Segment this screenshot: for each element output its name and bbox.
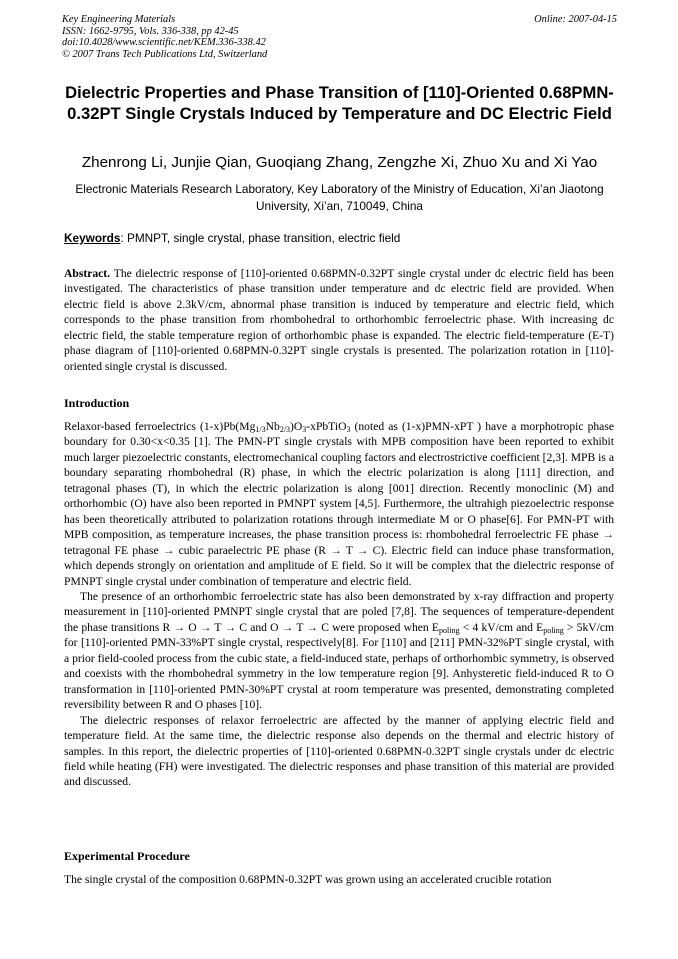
keywords-line <box>64 231 619 245</box>
journal-name: Key Engineering Materials <box>62 14 176 25</box>
doi-line: doi:10.4028/www.scientific.net/KEM.336-338.42 <box>62 37 266 49</box>
intro-paragraph-1 <box>64 419 614 589</box>
intro-p1-sub-3: 3 <box>302 425 307 434</box>
abstract <box>64 266 614 374</box>
intro-p1-text-a: Relaxor-based ferroelectrics (1-x)Pb(Mg <box>64 420 256 433</box>
issn-line: ISSN: 1662-9795, Vols. 336-338, pp 42-45 <box>62 25 239 37</box>
introduction-body <box>64 419 614 790</box>
experimental-paragraph-1: The single crystal of the composition 0.68PMN-0.32PT was grown using an accelerated crucible rotation <box>64 873 552 886</box>
intro-p2-sub-1: poling <box>439 625 460 635</box>
online-date: Online: 2007-04-15 <box>534 14 617 25</box>
intro-p1-text-c: )O <box>290 420 303 433</box>
intro-p2-text-c: > 5kV/cm for [110]-oriented PMN-33%PT single crystal, respectively[8]. For [110] and [211] PMN-32%PT single crystal, with a prior field-cooled process from the cubic state, a field-induced state, perhaps of orthorhombic symmetry, is observed and coexists with the rhombohedral symmetry in the low temperature region [9]. Anhysteretic field-induced R to O transformation in [110]-oriented PMN-30%PT crystal at room temperature was presented, demonstrating completed reversibility between R and O phases [10]. <box>64 620 615 712</box>
intro-paragraph-3: The dielectric responses of relaxor ferroelectric are affected by the manner of applying electric field and temperature field. At the same time, the dielectric response also depends on the thermal and electric history of samples. In this report, the dielectric properties of [110]-oriented 0.68PMN-0.32PT single crystals under dc electric field while heating (FH) were investigated. The dielectric responses and phase transition of this material are provided and discussed. <box>64 713 614 789</box>
copyright-line: © 2007 Trans Tech Publications Ltd, Switzerland <box>62 48 268 60</box>
intro-paragraph-2 <box>64 589 614 713</box>
introduction-heading: Introduction <box>64 396 130 410</box>
author-list: Zhenrong Li, Junjie Qian, Guoqiang Zhang, Zengzhe Xi, Zhuo Xu and Xi Yao <box>81 154 598 171</box>
journal-header <box>62 14 617 60</box>
paper-title: Dielectric Properties and Phase Transition of [110]-Oriented 0.68PMN-0.32PT Single Crystals Induced by Temperature and DC Electric Field <box>65 83 614 123</box>
keywords-label: Keywords <box>64 231 121 245</box>
affiliation: Electronic Materials Research Laboratory, Key Laboratory of the Ministry of Education, Xi’an Jiaotong University, Xi’an, 710049, China <box>75 182 604 213</box>
experimental-body <box>64 872 614 887</box>
intro-p1-text-d: -xPbTiO <box>306 420 347 433</box>
intro-p1-sub-2: 2/3 <box>279 425 291 434</box>
abstract-label: Abstract. <box>64 267 111 280</box>
intro-p1-text-b: Nb <box>265 420 280 433</box>
intro-p2-text-b: < 4 kV/cm and E <box>459 620 544 634</box>
keywords-text: PMNPT, single crystal, phase transition, electric field <box>126 231 401 245</box>
intro-p2-text-a: The presence of an orthorhombic ferroelectric state has also been demonstrated by x-ray diffraction and property measurement in [110]-oriented PMNPT single crystal that are poled [7,8]. The sequences of temperature-dependent the phase transitions R → O → T → C and O → T → C were proposed when E <box>64 589 614 634</box>
intro-p1-sub-1: 1/3 <box>255 425 266 434</box>
abstract-text: The dielectric response of [110]-oriented 0.68PMN-0.32PT single crystal under dc electric field has been investigated. The characteristics of phase transition under temperature and dc electric field are provided. When electric field is above 2.3kV/cm, abnormal phase transition is induced by temperature and electric field, which corresponds to the phase transition from rhombohedral to orthorhombic ferroelectric phase. With increasing dc electric field, the stable temperature region of orthorhombic phase is expanded. The electric field-temperature (E-T) phase diagram of [110]-oriented 0.68PMN-0.32PT single crystals is presented. The polarization rotation in [110]-oriented single crystal is discussed. <box>64 267 614 373</box>
keywords-colon: : <box>120 231 124 245</box>
experimental-heading: Experimental Procedure <box>64 849 190 863</box>
intro-p1-sub-4: 3 <box>346 425 351 434</box>
intro-p1-text-e: (noted as (1-x)PMN-xPT ) have a morphotropic phase boundary for 0.30<x<0.35 [1]. The PMN-PT single crystals with MPB composition have been reported to exhibit much larger piezoelectric constants, electromechanical coupling factors and electrostrictive coefficient [2,3]. MPB is a boundary separating rhombohedral (R) phase, in which the electric polarization is along [111] direction, and tetragonal phases (T), in which the electric polarization is along [001] direction. Recently monoclinic (M) and orthorhombic (O) have also been reported in PMNPT system [4,5]. Furthermore, the ultrahigh piezoelectric response has been theoretically attributed to polarization rotations through intermediate M or O phase[6]. For PMN-PT with MPB composition, as temperature increases, the phase transition process is: rhombohedral ferroelectric FE phase → tetragonal FE phase → cubic paraelectric PE phase (R → T → C). Electric field can induce phase transformation, which depends strongly on orientation and amplitude of E field. So it will be complex that the dielectric response of PMNPT single crystal under combination of temperature and electric field. <box>64 420 614 588</box>
intro-p2-sub-2: poling <box>543 625 564 635</box>
